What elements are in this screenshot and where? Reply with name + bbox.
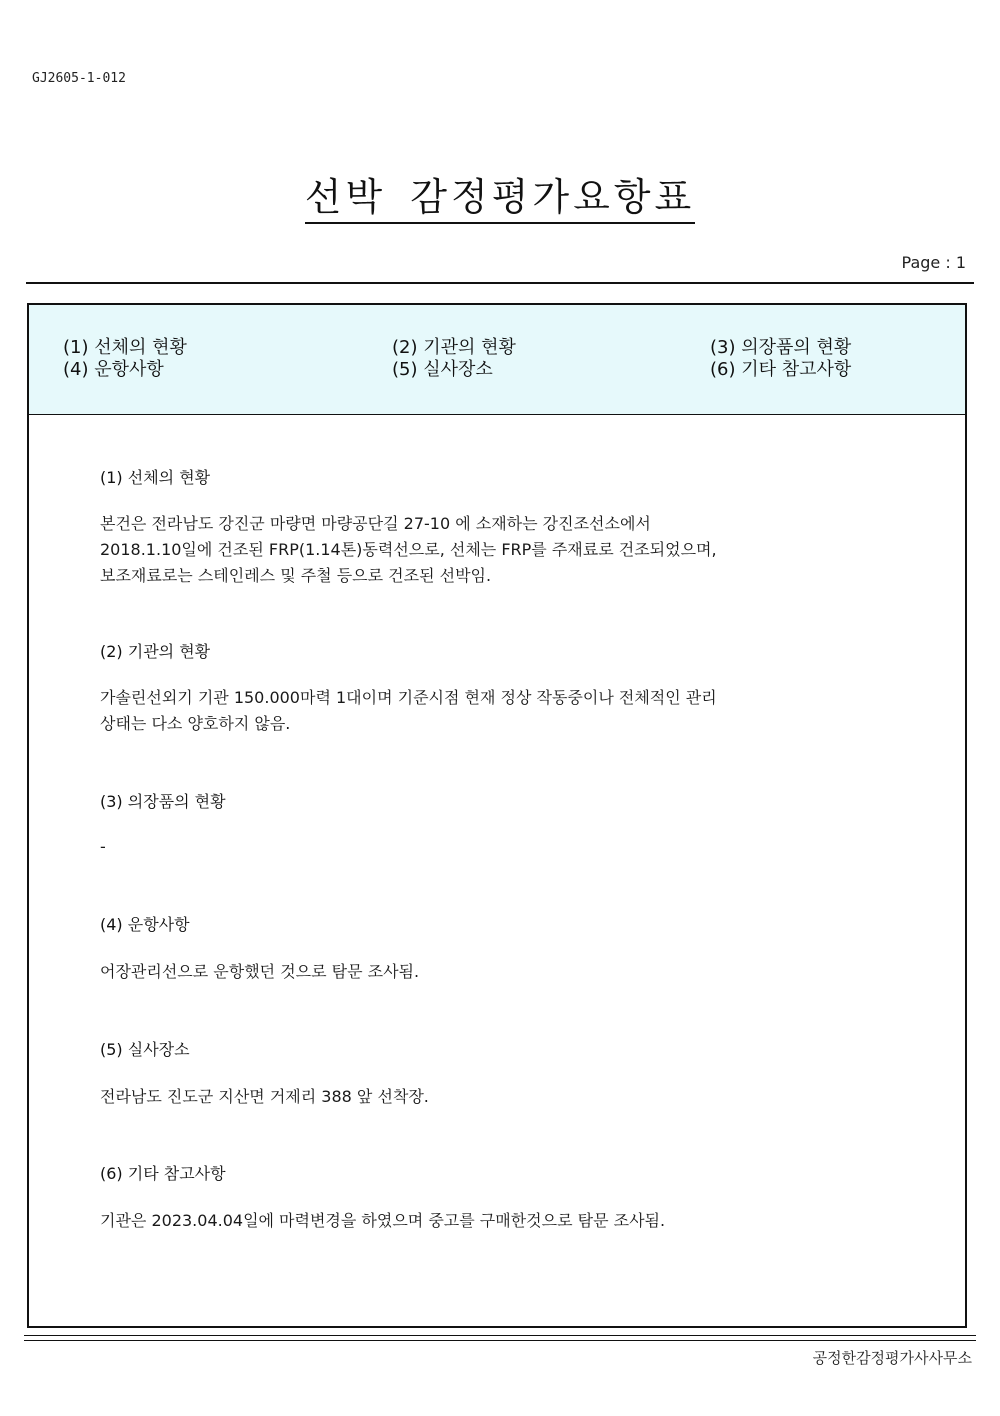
section-body-operation: 어장관리선으로 운항했던 것으로 탐문 조사됨. [100,962,420,981]
toc-item-engine: (2) 기관의 현황 [392,337,516,358]
header-divider [26,282,974,284]
page-title-text: 선박 감정평가요항표 [305,175,695,224]
section-body-inspection-site: 전라남도 진도군 지산면 거제리 388 앞 선착장. [100,1087,429,1106]
section-heading-equipment: (3) 의장품의 현황 [100,792,226,811]
section-body-hull: 본건은 전라남도 강진군 마량면 마량공단길 27-10 에 소재하는 강진조선소에서 2018.1.10일에 건조된 FRP(1.14톤)동력선으로, 선체는 FRP를 주재료로 건조되었으며, 보조재료로는 스테인레스 및 주철 등으로 건조된 선박임. [100,514,717,585]
section-heading-hull: (1) 선체의 현황 [100,468,211,487]
footer-divider-top [24,1335,976,1336]
section-heading-inspection-site: (5) 실사장소 [100,1040,190,1059]
section-heading-other-notes: (6) 기타 참고사항 [100,1164,226,1183]
section-heading-operation: (4) 운항사항 [100,915,190,934]
toc-item-other-notes: (6) 기타 참고사항 [710,359,852,380]
footer-divider-bottom [24,1340,976,1341]
section-body-engine: 가솔린선외기 기관 150.000마력 1대이며 기준시점 현재 정상 작동중이나 전체적인 관리 상태는 다소 양호하지 않음. [100,688,717,733]
toc-item-operation: (4) 운항사항 [63,359,164,380]
section-heading-engine: (2) 기관의 현황 [100,642,211,661]
office-name: 공정한감정평가사사무소 [812,1349,972,1367]
page-title [0,166,1000,221]
document-code: GJ2605-1-012 [32,71,126,86]
toc-item-equipment: (3) 의장품의 현황 [710,337,852,358]
content-frame [27,303,967,1328]
toc-item-hull: (1) 선체의 현황 [63,337,187,358]
table-of-contents [29,305,965,415]
section-body-equipment: - [100,837,106,856]
section-body-other-notes: 기관은 2023.04.04일에 마력변경을 하였으며 중고를 구매한것으로 탐문 조사됨. [100,1211,666,1230]
toc-item-inspection-site: (5) 실사장소 [392,359,493,380]
page-number: Page : 1 [901,253,966,272]
